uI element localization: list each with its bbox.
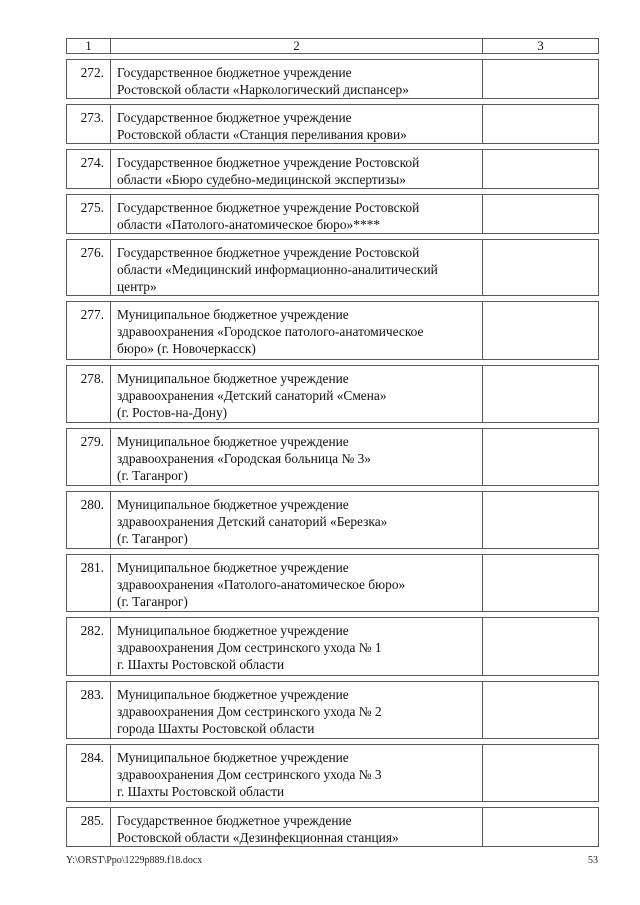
row-col-3 — [483, 682, 599, 739]
table-row — [67, 60, 599, 99]
institution-name — [111, 60, 483, 99]
institution-name — [111, 302, 483, 360]
header-col-2: 2 — [111, 39, 483, 54]
row-number: 285. — [67, 808, 111, 847]
institution-name-line: Ростовской области «Наркологический диспансер» — [117, 82, 409, 97]
table-row — [67, 682, 599, 739]
institution-name-line: Муниципальное бюджетное учреждение — [117, 307, 349, 322]
table-row — [67, 808, 599, 847]
row-number: 275. — [67, 195, 111, 234]
table-row — [67, 618, 599, 676]
row-col-3 — [483, 429, 599, 486]
institution-name-line: области «Бюро судебно-медицинской экспертизы» — [117, 172, 406, 187]
row-col-3 — [483, 60, 599, 99]
footer-page-number: 53 — [588, 855, 598, 866]
table-row — [67, 105, 599, 144]
institution-name-line: Ростовской области «Станция переливания крови» — [117, 127, 407, 142]
institution-name-line: г. Шахты Ростовской области — [117, 784, 285, 799]
institution-name-line: здравоохранения «Патолого-анатомическое бюро» — [117, 577, 406, 592]
institution-name-line: Государственное бюджетное учреждение Ростовской — [117, 245, 420, 260]
institution-name — [111, 429, 483, 486]
institution-name-line: (г. Ростов-на-Дону) — [117, 405, 228, 420]
institution-name-line: здравоохранения Дом сестринского ухода № 1 — [117, 640, 382, 655]
institution-name-line: центр» — [117, 279, 157, 294]
institution-name — [111, 682, 483, 739]
row-number: 284. — [67, 745, 111, 802]
institution-name-line: здравоохранения Детский санаторий «Березка» — [117, 514, 388, 529]
institution-name-line: (г. Таганрог) — [117, 531, 188, 546]
table-row — [67, 150, 599, 189]
institution-name-line: Государственное бюджетное учреждение — [117, 110, 352, 125]
institution-name-line: города Шахты Ростовской области — [117, 721, 315, 736]
document-table — [66, 38, 599, 847]
row-number: 276. — [67, 240, 111, 296]
table-row — [67, 366, 599, 423]
institution-name — [111, 618, 483, 676]
row-col-3 — [483, 240, 599, 296]
institution-name-line: Государственное бюджетное учреждение — [117, 65, 352, 80]
row-number: 274. — [67, 150, 111, 189]
institution-name-line: Государственное бюджетное учреждение Ростовской — [117, 200, 420, 215]
table-row — [67, 240, 599, 296]
institution-name-line: Муниципальное бюджетное учреждение — [117, 687, 349, 702]
row-col-3 — [483, 618, 599, 676]
institution-name — [111, 240, 483, 296]
institution-name — [111, 195, 483, 234]
institution-name-line: здравоохранения «Городское патолого-анатомическое — [117, 324, 424, 339]
table-row — [67, 302, 599, 360]
institution-name-line: Муниципальное бюджетное учреждение — [117, 560, 349, 575]
row-number: 278. — [67, 366, 111, 423]
table-row — [67, 492, 599, 549]
institution-name — [111, 150, 483, 189]
institution-name-line: Муниципальное бюджетное учреждение — [117, 623, 349, 638]
institution-name — [111, 745, 483, 802]
institution-name-line: здравоохранения «Детский санаторий «Смена» — [117, 388, 387, 403]
institution-name — [111, 808, 483, 847]
row-number: 283. — [67, 682, 111, 739]
institution-name-line: здравоохранения Дом сестринского ухода № 3 — [117, 767, 382, 782]
institution-name-line: бюро» (г. Новочеркасск) — [117, 341, 256, 356]
row-number: 281. — [67, 555, 111, 612]
row-number: 273. — [67, 105, 111, 144]
header-col-3: 3 — [483, 39, 599, 54]
institution-name-line: (г. Таганрог) — [117, 594, 188, 609]
row-col-3 — [483, 150, 599, 189]
institution-name-line: г. Шахты Ростовской области — [117, 657, 285, 672]
row-number: 277. — [67, 302, 111, 360]
table-row — [67, 555, 599, 612]
row-number: 282. — [67, 618, 111, 676]
row-col-3 — [483, 366, 599, 423]
institution-name-line: Государственное бюджетное учреждение — [117, 813, 352, 828]
institution-name-line: (г. Таганрог) — [117, 468, 188, 483]
row-col-3 — [483, 555, 599, 612]
row-number: 279. — [67, 429, 111, 486]
table-row — [67, 745, 599, 802]
row-col-3 — [483, 302, 599, 360]
institution-name-line: области «Патолого-анатомическое бюро»**** — [117, 217, 381, 232]
institution-name-line: Муниципальное бюджетное учреждение — [117, 434, 349, 449]
institution-name-line: Муниципальное бюджетное учреждение — [117, 371, 349, 386]
institution-name-line: Государственное бюджетное учреждение Ростовской — [117, 155, 420, 170]
row-col-3 — [483, 808, 599, 847]
table-row — [67, 429, 599, 486]
institution-name — [111, 105, 483, 144]
header-col-1: 1 — [67, 39, 111, 54]
table-header-row — [67, 39, 599, 54]
institution-name-line: области «Медицинский информационно-аналитический — [117, 262, 438, 277]
table-row — [67, 195, 599, 234]
institution-name-line: здравоохранения «Городская больница № 3» — [117, 451, 371, 466]
institution-name-line: здравоохранения Дом сестринского ухода № 2 — [117, 704, 382, 719]
row-col-3 — [483, 745, 599, 802]
row-col-3 — [483, 105, 599, 144]
row-number: 280. — [67, 492, 111, 549]
row-col-3 — [483, 195, 599, 234]
row-col-3 — [483, 492, 599, 549]
footer-file-path: Y:\ORST\Ppo\1229p889.f18.docx — [66, 855, 203, 866]
institution-name — [111, 555, 483, 612]
institution-name-line: Ростовской области «Дезинфекционная станция» — [117, 830, 399, 845]
institution-name — [111, 366, 483, 423]
institution-name-line: Муниципальное бюджетное учреждение — [117, 750, 349, 765]
institution-name — [111, 492, 483, 549]
institution-name-line: Муниципальное бюджетное учреждение — [117, 497, 349, 512]
row-number: 272. — [67, 60, 111, 99]
